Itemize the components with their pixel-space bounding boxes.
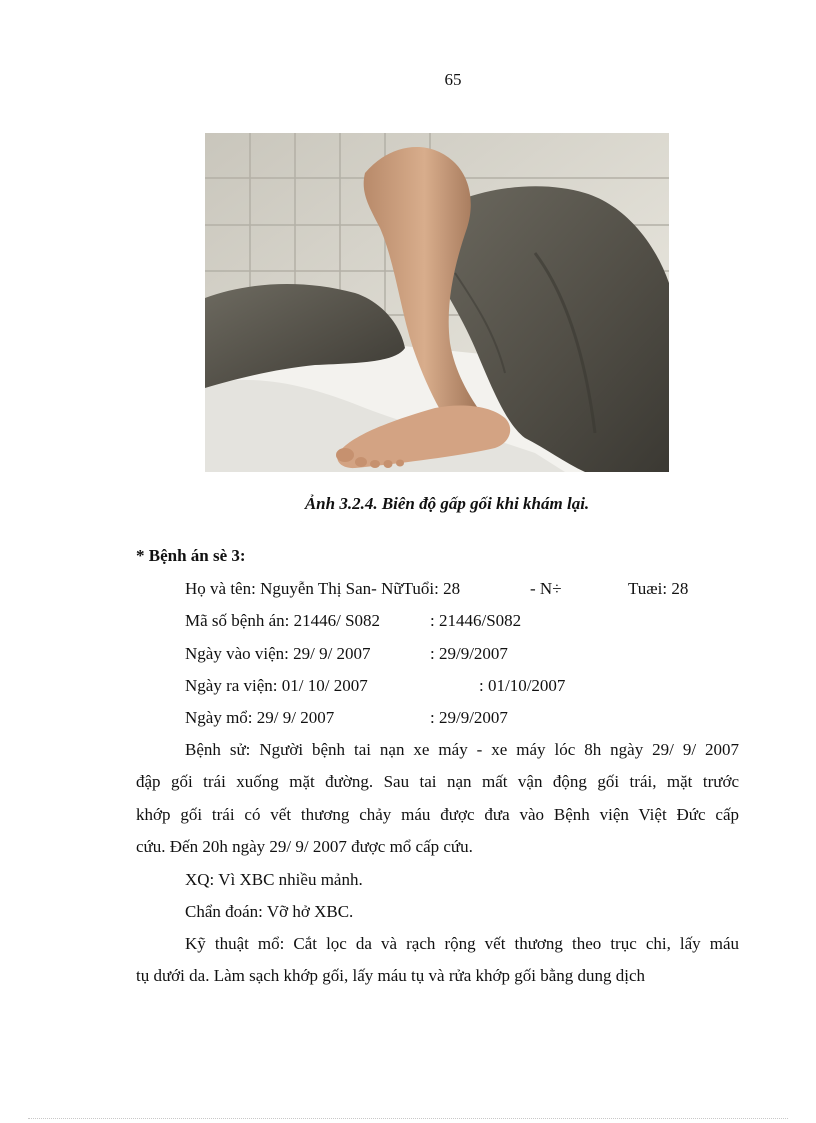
discharge-date-value: : 01/10/2007 [479, 676, 566, 695]
knee-flexion-photo [205, 133, 669, 472]
patient-name-field: Họ và tên: Nguyễn Thị San- NữTuổi: 28 [185, 579, 461, 598]
page-bottom-rule [28, 1118, 788, 1119]
surgery-date-value: : 29/9/2007 [430, 708, 508, 727]
xray-finding: XQ: Vì XBC nhiều mảnh. [185, 870, 363, 889]
knee-flexion-photo-image [205, 133, 669, 472]
history-line: khớp gối trái có vết thương chảy máu được đưa vào Bệnh viện Việt Đức cấp [136, 805, 739, 824]
history-line: cứu. Đến 20h ngày 29/ 9/ 2007 được mổ cấp cứu. [136, 837, 473, 856]
discharge-date-field: Ngày ra viện: 01/ 10/ 2007 [185, 676, 368, 695]
history-line: Bệnh sử: Người bệnh tai nạn xe máy - xe máy lóc 8h ngày 29/ 9/ 2007 [185, 740, 739, 759]
patient-age-field: Tuæi: 28 [628, 579, 689, 598]
patient-sex-field: - N÷ [530, 579, 562, 598]
history-line: đập gối trái xuống mặt đường. Sau tai nạn mất vận động gối trái, mặt trước [136, 772, 739, 791]
record-number-field: Mã số bệnh án: 21446/ S082 [185, 611, 381, 630]
case-heading: * Bệnh án sè 3: [136, 546, 246, 565]
record-number-value: : 21446/S082 [430, 611, 522, 630]
page-number: 65 [444, 70, 462, 89]
technique-line: Kỹ thuật mổ: Cắt lọc da và rạch rộng vết thương theo trục chi, lấy máu [185, 934, 739, 953]
figure-caption: Ảnh 3.2.4. Biên độ gấp gối khi khám lại. [304, 494, 590, 513]
technique-line: tụ dưới da. Làm sạch khớp gối, lấy máu tụ và rửa khớp gối bằng dung dịch [136, 966, 646, 985]
admission-date-field: Ngày vào viện: 29/ 9/ 2007 [185, 644, 371, 663]
surgery-date-field: Ngày mổ: 29/ 9/ 2007 [185, 708, 335, 727]
diagnosis: Chẩn đoán: Vỡ hở XBC. [185, 902, 354, 921]
admission-date-value: : 29/9/2007 [430, 644, 508, 663]
